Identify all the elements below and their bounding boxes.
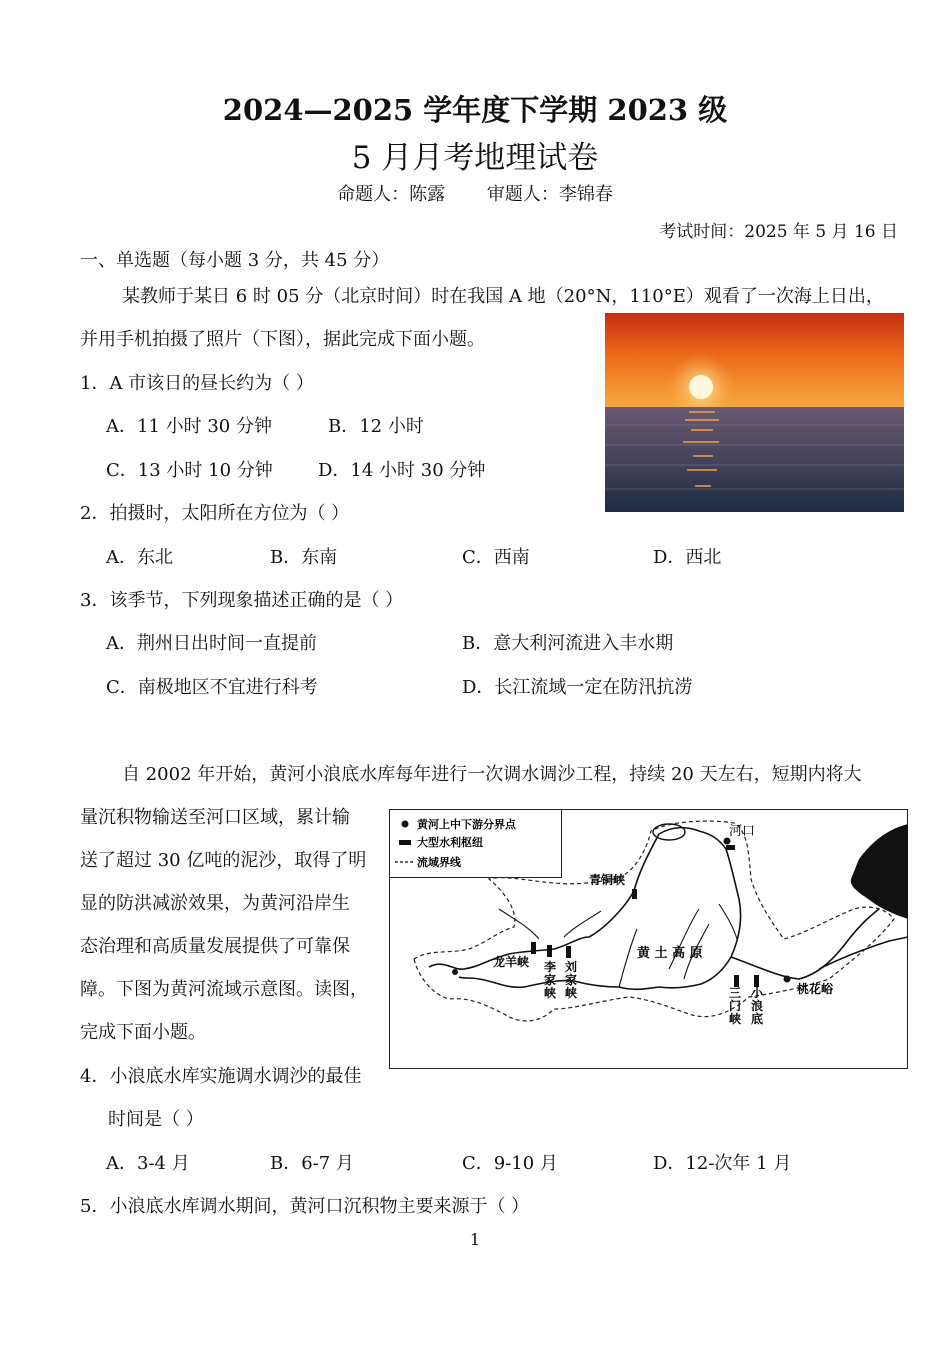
q1-option-b[interactable]: B．12 小时: [328, 416, 424, 437]
question-3-stem: 3．该季节，下列现象描述正确的是（ ）: [80, 590, 404, 611]
intro-paragraph-3-line-7: 完成下面小题。: [80, 1022, 206, 1043]
q3-option-a[interactable]: A．荆州日出时间一直提前: [106, 633, 317, 654]
q4-option-d[interactable]: D．12-次年 1 月: [653, 1153, 792, 1174]
q2-option-c[interactable]: C．西南: [462, 547, 530, 568]
question-4-stem: 4．小浪底水库实施调水调沙的最佳: [80, 1066, 362, 1087]
q2-option-b[interactable]: B．东南: [270, 547, 338, 568]
intro-paragraph-3-line-3: 送了超过 30 亿吨的泥沙，取得了明: [80, 850, 367, 871]
setter: 命题人：陈露: [337, 184, 446, 205]
section-heading: 一、单选题（每小题 3 分，共 45 分）: [80, 250, 390, 271]
legend-point-label: 黄河上中下游分界点: [417, 818, 516, 831]
label-longyangxia: 龙羊峡: [493, 955, 530, 969]
intro-paragraph-3: 自 2002 年开始，黄河小浪底水库每年进行一次调水调沙工程，持续 20 天左右，短期内将大: [122, 764, 862, 785]
intro-paragraph-3-line-6: 障。下图为黄河流域示意图。读图，: [80, 979, 368, 1000]
q2-option-a[interactable]: A．东北: [106, 547, 173, 568]
reviewer: 审题人：李锦春: [486, 184, 613, 205]
label-hekou: 河口: [729, 824, 756, 839]
label-qingtongxia: 青铜峡: [589, 873, 626, 887]
q1-option-c[interactable]: C．13 小时 10 分钟: [106, 460, 273, 481]
intro-paragraph-2: 并用手机拍摄了照片（下图），据此完成下面小题。: [80, 329, 485, 350]
label-lijiaxia: 李家峡: [544, 960, 557, 1000]
q1-option-d[interactable]: D．14 小时 30 分钟: [318, 460, 486, 481]
q1-option-a[interactable]: A．11 小时 30 分钟: [106, 416, 272, 437]
intro-paragraph-3-line-4: 显的防洪减淤效果，为黄河沿岸生: [80, 893, 350, 914]
legend-boundary-label: 流域界线: [417, 856, 461, 869]
q3-option-b[interactable]: B．意大利河流进入丰水期: [462, 633, 674, 654]
label-plateau: 黄 土 高 原: [637, 946, 703, 961]
q3-option-d[interactable]: D．长江流域一定在防汛抗涝: [462, 677, 693, 698]
exam-title-line1: 2024—2025 学年度下学期 2023 级: [222, 93, 728, 127]
legend-dam-icon: [399, 840, 411, 845]
sunrise-photo: [605, 313, 904, 512]
question-5-stem: 5．小浪底水库调水期间，黄河口沉积物主要来源于（ ）: [80, 1196, 530, 1217]
question-4-stem-line-2: 时间是（ ）: [108, 1109, 204, 1130]
exam-title-line2: 5 月月考地理试卷: [351, 140, 599, 176]
q2-option-d[interactable]: D．西北: [653, 547, 722, 568]
authors-line: [0, 180, 950, 206]
question-1-stem: 1．A 市该日的昼长约为（ ）: [80, 373, 314, 394]
exam-time: 考试时间：2025 年 5 月 16 日: [659, 222, 898, 242]
middle-lower-boundary-point: [784, 976, 791, 983]
intro-paragraph-3-line-2: 量沉积物输送至河口区域，累计输: [80, 807, 350, 828]
intro-paragraph-3-line-5: 态治理和高质量发展提供了可靠保: [80, 936, 350, 957]
q4-option-b[interactable]: B．6-7 月: [270, 1153, 354, 1174]
label-xiaolangdi: 小浪底: [751, 986, 764, 1026]
label-liujiaxia: 刘家峡: [565, 960, 578, 1000]
legend-point-icon: [402, 821, 409, 828]
yellow-river-map: [389, 809, 908, 1069]
label-sanmenxia: 三门峡: [729, 986, 742, 1026]
label-taohuayu: 桃花峪: [797, 982, 834, 996]
q4-option-c[interactable]: C．9-10 月: [462, 1153, 558, 1174]
q4-option-a[interactable]: A．3-4 月: [106, 1153, 190, 1174]
question-2-stem: 2．拍摄时，太阳所在方位为（ ）: [80, 503, 350, 524]
intro-paragraph-1: 某教师于某日 6 时 05 分（北京时间）时在我国 A 地（20°N，110°E）观看了一次海上日出，: [122, 286, 884, 307]
page-number: 1: [469, 1230, 481, 1249]
q3-option-c[interactable]: C．南极地区不宜进行科考: [106, 677, 318, 698]
legend-dam-label: 大型水利枢纽: [417, 836, 483, 849]
